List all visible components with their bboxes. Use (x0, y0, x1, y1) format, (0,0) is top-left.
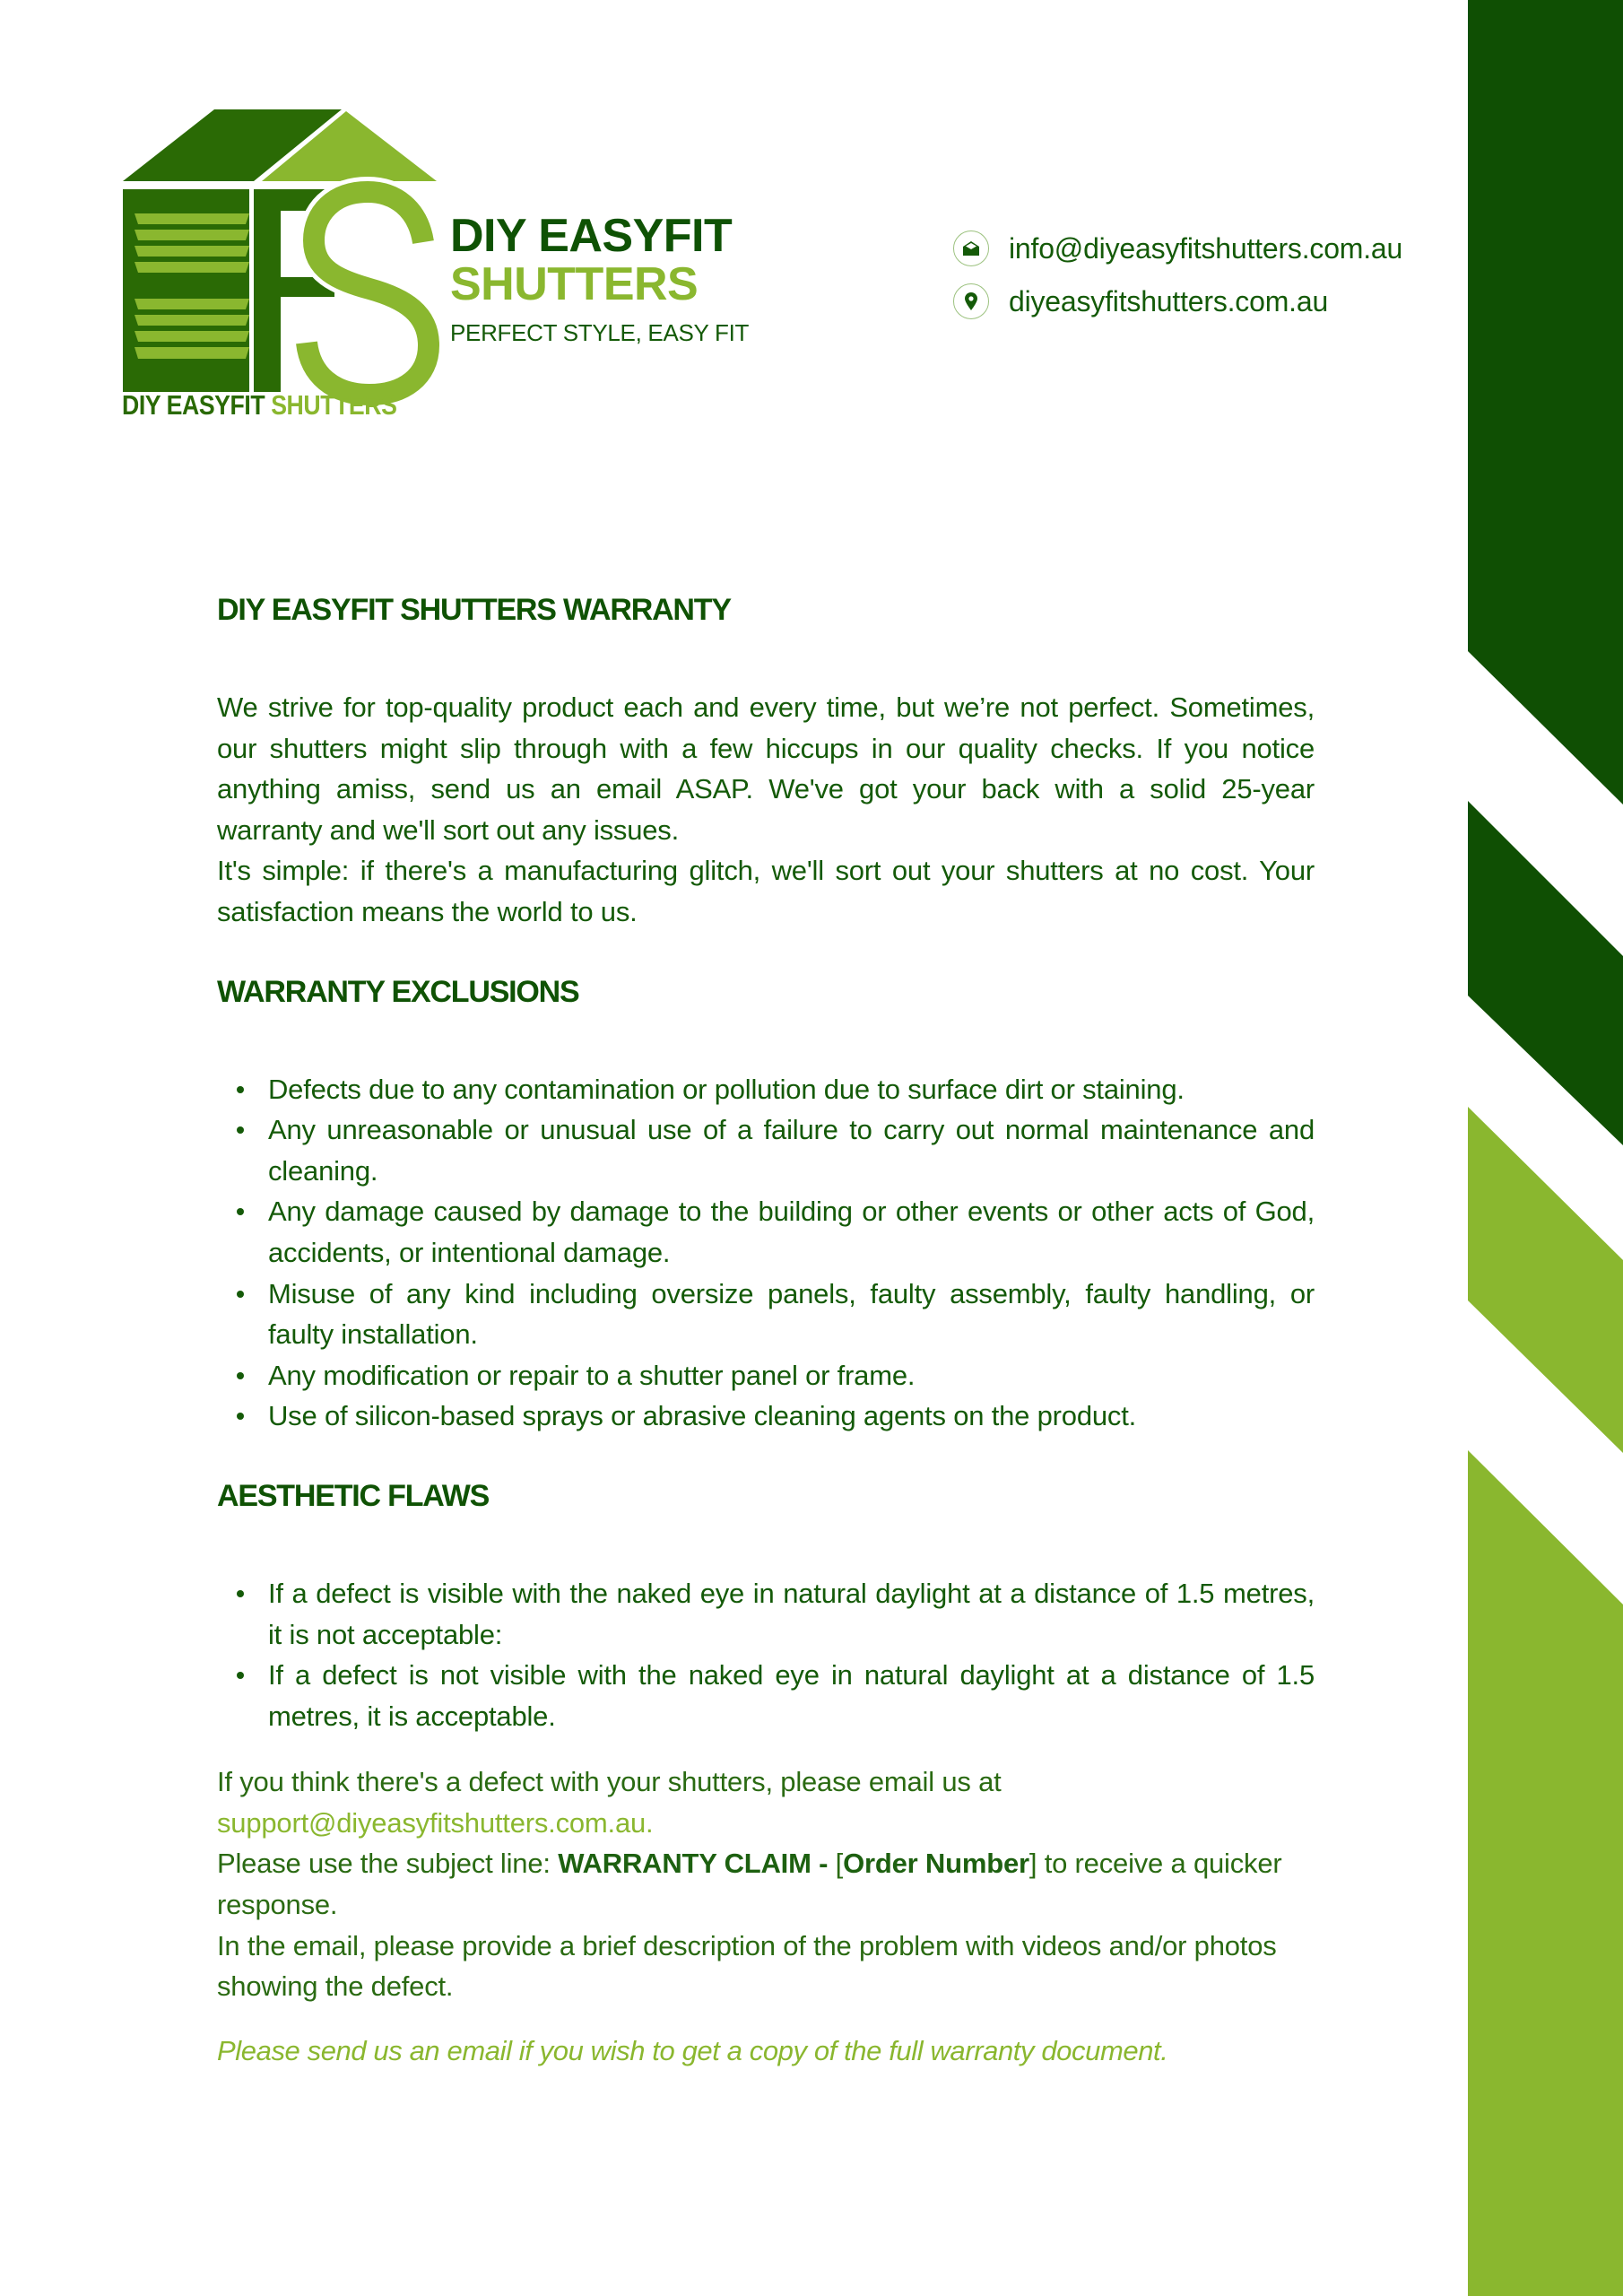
subject-bold-claim: WARRANTY CLAIM - (558, 1848, 836, 1880)
company-logo (117, 99, 448, 430)
warranty-intro: We strive for top-quality product each and every time, but we’re not perfect. Sometimes, our shutters might slip through with a few hiccups in our quality checks. If you notice anything amiss, send us an email ASAP. We've got your back with a solid 25-year warranty and we'll sort out any issues. (217, 691, 1315, 846)
exclusion-item: Any unreasonable or unusual use of a failure to carry out normal maintenance and cleaning. (217, 1109, 1315, 1191)
contact-email[interactable] (953, 229, 1402, 268)
exclusion-item: Use of silicon-based sprays or abrasive cleaning agents on the product. (217, 1396, 1315, 1437)
contact-website-text[interactable]: diyeasyfitshutters.com.au (1009, 284, 1329, 317)
support-email-link[interactable]: support@diyeasyfitshutters.com.au. (217, 1806, 654, 1839)
aesthetic-title: AESTHETIC FLAWS (217, 1478, 490, 1513)
warranty-simple: It's simple: if there's a manufacturing glitch, we'll sort out your shutters at no cost. Your satisfaction means the world to us. (217, 855, 1315, 927)
aesthetic-item: If a defect is not visible with the naked eye in natural daylight at a distance of 1.5 metres, it is acceptable. (217, 1655, 1315, 1736)
brand-name-line1: DIY EASYFIT (450, 210, 733, 262)
aesthetic-list (217, 1573, 1315, 1736)
exclusion-item: Misuse of any kind including oversize panels, faulty assembly, faulty handling, or faulty installation. (217, 1274, 1315, 1355)
stripe-light-bottom (1468, 1450, 1623, 2296)
full-warranty-note: Please send us an email if you wish to get a copy of the full warranty document. (217, 2034, 1168, 2066)
claim-instructions (217, 1761, 1315, 2071)
logo-wordmark-light: SHUTTERS (271, 389, 397, 421)
brand-tagline: PERFECT STYLE, EASY FIT (450, 319, 750, 346)
exclusions-list (217, 1069, 1315, 1437)
brand-block (450, 212, 749, 348)
warranty-content (217, 592, 1315, 2071)
exclusion-item: Any damage caused by damage to the building or other events or other acts of God, accidents, or intentional damage. (217, 1191, 1315, 1273)
stripe-dark-top (1468, 0, 1623, 804)
exclusion-item: Any modification or repair to a shutter panel or frame. (217, 1355, 1315, 1396)
subject-bold-order: Order Number (843, 1848, 1029, 1880)
exclusion-item: Defects due to any contamination or pollution due to surface dirt or staining. (217, 1069, 1315, 1110)
contact-block (953, 229, 1402, 335)
contact-website[interactable] (953, 282, 1402, 321)
envelope-open-icon (953, 230, 989, 266)
contact-email-text[interactable]: info@diyeasyfitshutters.com.au (1009, 231, 1403, 265)
map-pin-icon (953, 283, 989, 319)
claim-subject-line (217, 1843, 1315, 1925)
warranty-title: DIY EASYFIT SHUTTERS WARRANTY (217, 593, 731, 627)
brand-name-line2: SHUTTERS (450, 258, 699, 310)
claim-intro: If you think there's a defect with your shutters, please email us at (217, 1766, 1002, 1798)
subject-suffix: to receive a quicker response. (217, 1848, 1282, 1921)
stripe-light-middle (1468, 1107, 1623, 1453)
subject-bracket-close: ] (1028, 1848, 1037, 1880)
claim-description: In the email, please provide a brief description of the problem with videos and/or photos showing the defect. (217, 1929, 1277, 2003)
aesthetic-item: If a defect is visible with the naked eye in natural daylight at a distance of 1.5 metres, it is not acceptable: (217, 1573, 1315, 1655)
logo-wordmark (122, 389, 400, 422)
claim-line-1 (217, 1761, 1315, 1843)
subject-prefix: Please use the subject line: (217, 1848, 559, 1880)
exclusions-title: WARRANTY EXCLUSIONS (217, 974, 579, 1009)
subject-bracket-open: [ (835, 1848, 844, 1880)
logo-wordmark-dark: DIY EASYFIT (122, 389, 265, 421)
stripe-dark-middle (1468, 801, 1623, 1145)
